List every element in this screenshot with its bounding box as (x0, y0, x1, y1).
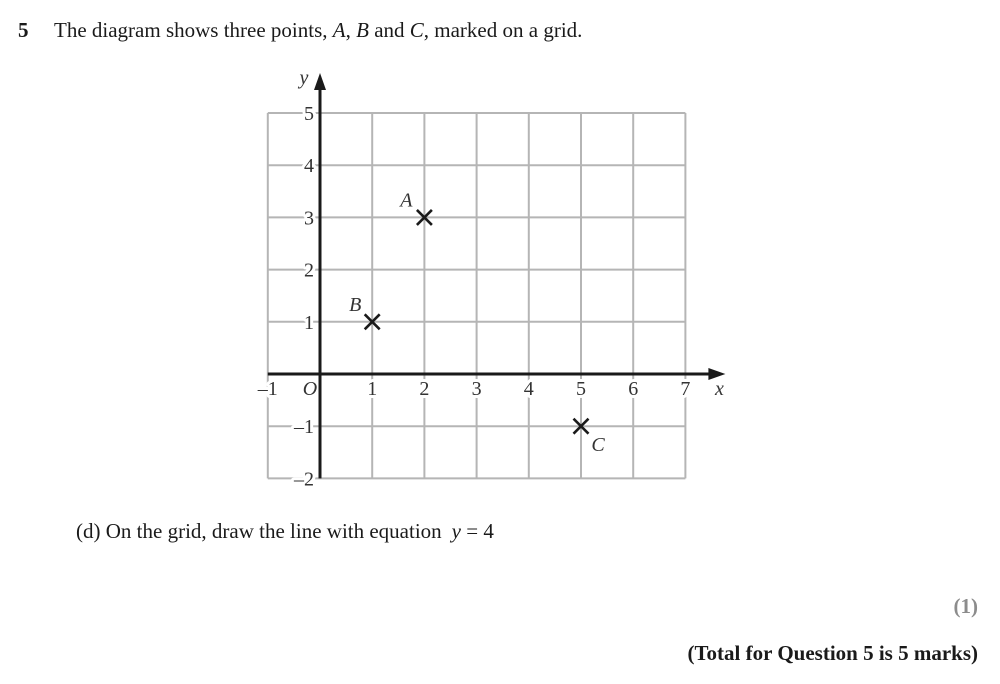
marks-available: (1) (953, 594, 978, 618)
point-a-name: A (332, 18, 346, 42)
point-label: C (591, 434, 605, 457)
equation-value: = 4 (461, 519, 494, 543)
x-tick-label: 6 (628, 378, 639, 400)
part-d-label: (d) (76, 519, 101, 543)
y-tick-label: 5 (304, 103, 314, 125)
part-d-text: On the grid, draw the line with equation (105, 519, 442, 543)
y-tick-label: –1 (294, 416, 314, 439)
y-axis-label: y (299, 67, 309, 89)
y-axis-arrow-icon (314, 73, 326, 90)
x-tick-label: 5 (576, 378, 586, 400)
point-b-name: B (356, 18, 369, 42)
point-c-name: C (409, 18, 424, 42)
y-tick-label: –2 (294, 468, 314, 491)
origin-label: O (302, 378, 318, 400)
x-tick-label: –1 (257, 378, 278, 400)
y-tick-label: 1 (304, 311, 314, 334)
point-label: B (349, 293, 362, 316)
question-text-after: , marked on a grid. (423, 18, 583, 42)
equation-variable: y (451, 519, 461, 543)
x-axis-label: x (714, 378, 724, 400)
question-text-before: The diagram shows three points, (54, 18, 333, 42)
x-tick-label: 1 (367, 378, 378, 400)
part-d-question (76, 519, 494, 544)
question-number: 5 (18, 18, 29, 42)
y-tick-label: 4 (304, 155, 314, 178)
question-separator-1: , (345, 18, 357, 42)
part-d-equation (452, 519, 494, 543)
x-tick-label: 3 (471, 378, 482, 400)
question-separator-2: and (368, 18, 410, 42)
y-tick-label: 3 (304, 207, 314, 230)
x-tick-label: 7 (680, 378, 691, 400)
point-label: A (400, 189, 413, 212)
x-tick-label: 2 (419, 378, 430, 400)
x-tick-label: 4 (523, 378, 534, 400)
total-marks: (Total for Question 5 is 5 marks) (687, 641, 978, 665)
y-tick-label: 2 (304, 259, 314, 282)
